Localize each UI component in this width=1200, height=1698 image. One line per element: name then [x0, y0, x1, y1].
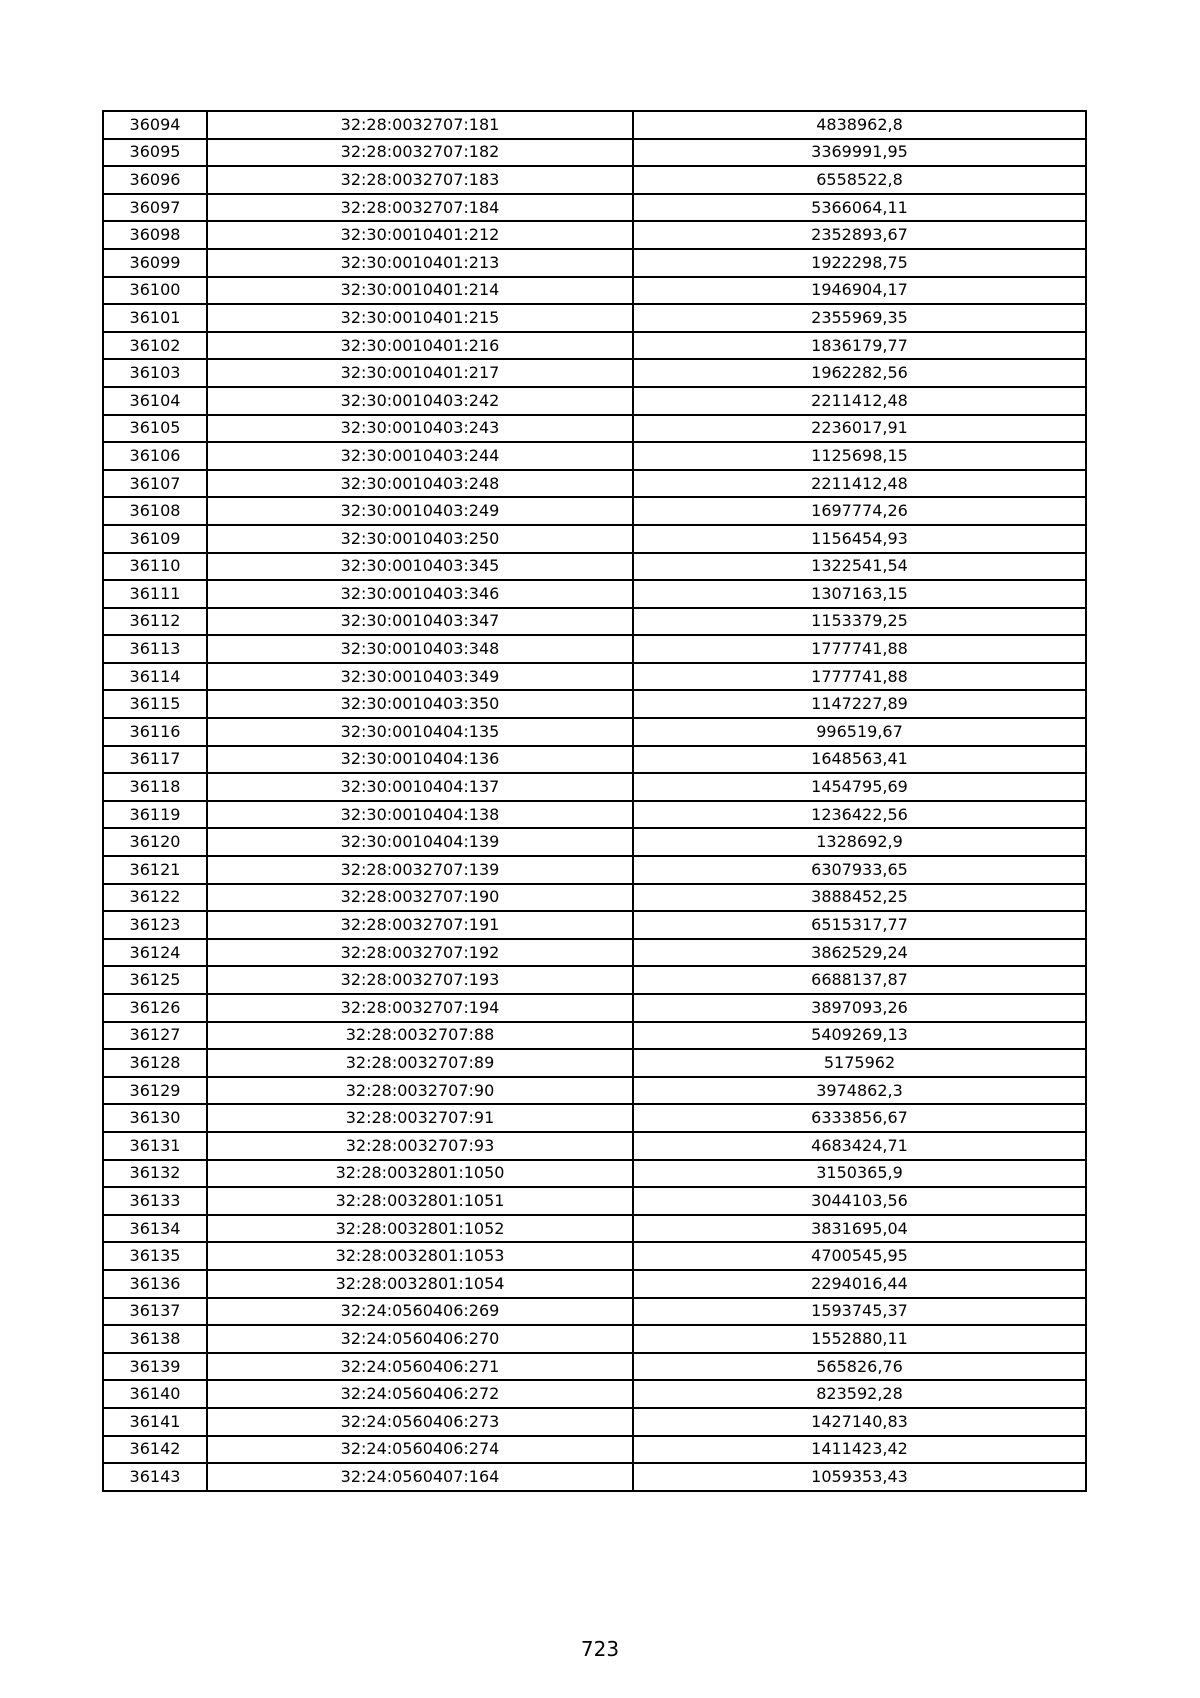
cadastral-value-cell: 1156454,93 — [633, 525, 1086, 553]
row-number-cell: 36108 — [103, 497, 207, 525]
cadastral-value-cell: 1153379,25 — [633, 608, 1086, 636]
table-row — [103, 387, 1086, 415]
cadastral-number-cell: 32:28:0032707:194 — [207, 994, 633, 1022]
cadastral-number-cell: 32:24:0560406:270 — [207, 1325, 633, 1353]
cadastral-value-cell: 2211412,48 — [633, 470, 1086, 498]
table-body — [103, 111, 1086, 1491]
cadastral-value-cell: 1328692,9 — [633, 828, 1086, 856]
row-number-cell: 36135 — [103, 1242, 207, 1270]
cadastral-number-cell: 32:24:0560406:274 — [207, 1436, 633, 1464]
cadastral-number-cell: 32:28:0032801:1051 — [207, 1187, 633, 1215]
table-row — [103, 635, 1086, 663]
row-number-cell: 36096 — [103, 166, 207, 194]
cadastral-value-cell: 3897093,26 — [633, 994, 1086, 1022]
cadastral-number-cell: 32:28:0032707:191 — [207, 911, 633, 939]
row-number-cell: 36122 — [103, 884, 207, 912]
row-number-cell: 36136 — [103, 1270, 207, 1298]
cadastral-value-table — [102, 110, 1087, 1492]
row-number-cell: 36111 — [103, 580, 207, 608]
table-row — [103, 1022, 1086, 1050]
table-row — [103, 442, 1086, 470]
table-row — [103, 773, 1086, 801]
table-row — [103, 939, 1086, 967]
cadastral-number-cell: 32:28:0032707:190 — [207, 884, 633, 912]
cadastral-number-cell: 32:30:0010401:212 — [207, 221, 633, 249]
cadastral-value-cell: 1059353,43 — [633, 1463, 1086, 1491]
cadastral-value-cell: 6688137,87 — [633, 966, 1086, 994]
row-number-cell: 36098 — [103, 221, 207, 249]
cadastral-value-cell: 1593745,37 — [633, 1298, 1086, 1326]
cadastral-value-cell: 3974862,3 — [633, 1077, 1086, 1105]
table-row — [103, 663, 1086, 691]
row-number-cell: 36109 — [103, 525, 207, 553]
cadastral-number-cell: 32:30:0010403:242 — [207, 387, 633, 415]
cadastral-value-cell: 3044103,56 — [633, 1187, 1086, 1215]
cadastral-number-cell: 32:28:0032707:139 — [207, 856, 633, 884]
row-number-cell: 36139 — [103, 1353, 207, 1381]
table-row — [103, 1353, 1086, 1381]
table-row — [103, 497, 1086, 525]
table-row — [103, 884, 1086, 912]
row-number-cell: 36110 — [103, 553, 207, 581]
table-row — [103, 1104, 1086, 1132]
table-row — [103, 1242, 1086, 1270]
cadastral-value-cell: 1125698,15 — [633, 442, 1086, 470]
cadastral-number-cell: 32:30:0010401:216 — [207, 332, 633, 360]
table-row — [103, 1132, 1086, 1160]
cadastral-number-cell: 32:30:0010403:250 — [207, 525, 633, 553]
table-row — [103, 856, 1086, 884]
cadastral-value-cell: 1552880,11 — [633, 1325, 1086, 1353]
cadastral-value-cell: 3369991,95 — [633, 139, 1086, 167]
row-number-cell: 36143 — [103, 1463, 207, 1491]
row-number-cell: 36116 — [103, 718, 207, 746]
cadastral-value-cell: 823592,28 — [633, 1380, 1086, 1408]
row-number-cell: 36112 — [103, 608, 207, 636]
cadastral-number-cell: 32:28:0032801:1053 — [207, 1242, 633, 1270]
cadastral-number-cell: 32:28:0032707:89 — [207, 1049, 633, 1077]
table-row — [103, 194, 1086, 222]
cadastral-value-cell: 4683424,71 — [633, 1132, 1086, 1160]
table-row — [103, 1215, 1086, 1243]
cadastral-number-cell: 32:24:0560406:273 — [207, 1408, 633, 1436]
table-row — [103, 1077, 1086, 1105]
row-number-cell: 36101 — [103, 304, 207, 332]
cadastral-value-cell: 1777741,88 — [633, 663, 1086, 691]
cadastral-value-cell: 3862529,24 — [633, 939, 1086, 967]
cadastral-number-cell: 32:28:0032707:183 — [207, 166, 633, 194]
row-number-cell: 36134 — [103, 1215, 207, 1243]
cadastral-value-cell: 1236422,56 — [633, 801, 1086, 829]
cadastral-value-cell: 1697774,26 — [633, 497, 1086, 525]
cadastral-value-cell: 1648563,41 — [633, 746, 1086, 774]
cadastral-value-cell: 565826,76 — [633, 1353, 1086, 1381]
table-row — [103, 911, 1086, 939]
cadastral-number-cell: 32:30:0010403:248 — [207, 470, 633, 498]
cadastral-number-cell: 32:30:0010403:348 — [207, 635, 633, 663]
cadastral-value-cell: 3150365,9 — [633, 1160, 1086, 1188]
cadastral-value-cell: 1454795,69 — [633, 773, 1086, 801]
table-row — [103, 608, 1086, 636]
cadastral-value-cell: 1307163,15 — [633, 580, 1086, 608]
cadastral-number-cell: 32:30:0010403:345 — [207, 553, 633, 581]
cadastral-number-cell: 32:24:0560406:272 — [207, 1380, 633, 1408]
table-row — [103, 690, 1086, 718]
cadastral-number-cell: 32:28:0032707:192 — [207, 939, 633, 967]
cadastral-value-cell: 1962282,56 — [633, 359, 1086, 387]
cadastral-value-cell: 6558522,8 — [633, 166, 1086, 194]
row-number-cell: 36132 — [103, 1160, 207, 1188]
cadastral-value-cell: 1836179,77 — [633, 332, 1086, 360]
cadastral-number-cell: 32:28:0032707:93 — [207, 1132, 633, 1160]
cadastral-value-cell: 6333856,67 — [633, 1104, 1086, 1132]
cadastral-number-cell: 32:28:0032707:182 — [207, 139, 633, 167]
page-number: 723 — [580, 1637, 620, 1661]
cadastral-value-cell: 1427140,83 — [633, 1408, 1086, 1436]
cadastral-value-cell: 3888452,25 — [633, 884, 1086, 912]
table-row — [103, 966, 1086, 994]
table-row — [103, 1408, 1086, 1436]
row-number-cell: 36128 — [103, 1049, 207, 1077]
table-row — [103, 1298, 1086, 1326]
row-number-cell: 36118 — [103, 773, 207, 801]
table-row — [103, 332, 1086, 360]
cadastral-number-cell: 32:30:0010401:213 — [207, 249, 633, 277]
row-number-cell: 36117 — [103, 746, 207, 774]
cadastral-number-cell: 32:30:0010403:349 — [207, 663, 633, 691]
cadastral-value-cell: 2355969,35 — [633, 304, 1086, 332]
row-number-cell: 36129 — [103, 1077, 207, 1105]
row-number-cell: 36130 — [103, 1104, 207, 1132]
table-row — [103, 580, 1086, 608]
cadastral-number-cell: 32:28:0032801:1054 — [207, 1270, 633, 1298]
table-row — [103, 1436, 1086, 1464]
cadastral-number-cell: 32:30:0010403:346 — [207, 580, 633, 608]
cadastral-value-cell: 5175962 — [633, 1049, 1086, 1077]
cadastral-number-cell: 32:24:0560406:269 — [207, 1298, 633, 1326]
cadastral-value-cell: 3831695,04 — [633, 1215, 1086, 1243]
cadastral-number-cell: 32:30:0010404:136 — [207, 746, 633, 774]
cadastral-value-cell: 5409269,13 — [633, 1022, 1086, 1050]
cadastral-number-cell: 32:28:0032707:184 — [207, 194, 633, 222]
row-number-cell: 36103 — [103, 359, 207, 387]
table-row — [103, 1325, 1086, 1353]
cadastral-number-cell: 32:30:0010404:138 — [207, 801, 633, 829]
cadastral-value-cell: 6307933,65 — [633, 856, 1086, 884]
row-number-cell: 36123 — [103, 911, 207, 939]
row-number-cell: 36097 — [103, 194, 207, 222]
cadastral-value-cell: 1147227,89 — [633, 690, 1086, 718]
table-row — [103, 359, 1086, 387]
cadastral-number-cell: 32:28:0032707:181 — [207, 111, 633, 139]
row-number-cell: 36127 — [103, 1022, 207, 1050]
row-number-cell: 36099 — [103, 249, 207, 277]
cadastral-number-cell: 32:30:0010403:249 — [207, 497, 633, 525]
table-row — [103, 1380, 1086, 1408]
row-number-cell: 36140 — [103, 1380, 207, 1408]
table-row — [103, 525, 1086, 553]
cadastral-value-cell: 2211412,48 — [633, 387, 1086, 415]
table-row — [103, 111, 1086, 139]
table-row — [103, 746, 1086, 774]
cadastral-number-cell: 32:28:0032707:88 — [207, 1022, 633, 1050]
cadastral-number-cell: 32:28:0032707:193 — [207, 966, 633, 994]
row-number-cell: 36131 — [103, 1132, 207, 1160]
cadastral-value-cell: 5366064,11 — [633, 194, 1086, 222]
cadastral-value-cell: 1946904,17 — [633, 277, 1086, 305]
cadastral-number-cell: 32:30:0010404:137 — [207, 773, 633, 801]
table-row — [103, 828, 1086, 856]
cadastral-number-cell: 32:28:0032801:1052 — [207, 1215, 633, 1243]
cadastral-number-cell: 32:30:0010404:135 — [207, 718, 633, 746]
row-number-cell: 36124 — [103, 939, 207, 967]
cadastral-value-cell: 2352893,67 — [633, 221, 1086, 249]
cadastral-number-cell: 32:28:0032707:90 — [207, 1077, 633, 1105]
row-number-cell: 36094 — [103, 111, 207, 139]
table-row — [103, 139, 1086, 167]
table-row — [103, 1463, 1086, 1491]
cadastral-number-cell: 32:30:0010401:214 — [207, 277, 633, 305]
row-number-cell: 36100 — [103, 277, 207, 305]
row-number-cell: 36126 — [103, 994, 207, 1022]
table-row — [103, 553, 1086, 581]
row-number-cell: 36095 — [103, 139, 207, 167]
row-number-cell: 36115 — [103, 690, 207, 718]
row-number-cell: 36133 — [103, 1187, 207, 1215]
table-row — [103, 1270, 1086, 1298]
row-number-cell: 36107 — [103, 470, 207, 498]
row-number-cell: 36137 — [103, 1298, 207, 1326]
row-number-cell: 36106 — [103, 442, 207, 470]
table-row — [103, 277, 1086, 305]
table-row — [103, 470, 1086, 498]
table-row — [103, 1160, 1086, 1188]
cadastral-number-cell: 32:28:0032801:1050 — [207, 1160, 633, 1188]
cadastral-number-cell: 32:30:0010401:217 — [207, 359, 633, 387]
table-row — [103, 221, 1086, 249]
cadastral-number-cell: 32:28:0032707:91 — [207, 1104, 633, 1132]
cadastral-value-cell: 2294016,44 — [633, 1270, 1086, 1298]
cadastral-number-cell: 32:30:0010403:243 — [207, 415, 633, 443]
table-row — [103, 166, 1086, 194]
cadastral-value-cell: 4700545,95 — [633, 1242, 1086, 1270]
table-row — [103, 249, 1086, 277]
cadastral-number-cell: 32:24:0560407:164 — [207, 1463, 633, 1491]
cadastral-number-cell: 32:30:0010404:139 — [207, 828, 633, 856]
row-number-cell: 36102 — [103, 332, 207, 360]
row-number-cell: 36141 — [103, 1408, 207, 1436]
cadastral-number-cell: 32:30:0010403:347 — [207, 608, 633, 636]
row-number-cell: 36114 — [103, 663, 207, 691]
table-row — [103, 1049, 1086, 1077]
table-row — [103, 415, 1086, 443]
table-row — [103, 994, 1086, 1022]
cadastral-value-cell: 1777741,88 — [633, 635, 1086, 663]
row-number-cell: 36119 — [103, 801, 207, 829]
table-row — [103, 1187, 1086, 1215]
row-number-cell: 36113 — [103, 635, 207, 663]
cadastral-value-cell: 1411423,42 — [633, 1436, 1086, 1464]
row-number-cell: 36142 — [103, 1436, 207, 1464]
row-number-cell: 36138 — [103, 1325, 207, 1353]
cadastral-number-cell: 32:30:0010403:350 — [207, 690, 633, 718]
cadastral-number-cell: 32:24:0560406:271 — [207, 1353, 633, 1381]
cadastral-value-cell: 6515317,77 — [633, 911, 1086, 939]
cadastral-value-cell: 1322541,54 — [633, 553, 1086, 581]
cadastral-value-cell: 2236017,91 — [633, 415, 1086, 443]
cadastral-value-cell: 1922298,75 — [633, 249, 1086, 277]
row-number-cell: 36125 — [103, 966, 207, 994]
table-row — [103, 718, 1086, 746]
row-number-cell: 36120 — [103, 828, 207, 856]
cadastral-number-cell: 32:30:0010401:215 — [207, 304, 633, 332]
cadastral-value-cell: 996519,67 — [633, 718, 1086, 746]
cadastral-value-cell: 4838962,8 — [633, 111, 1086, 139]
table-row — [103, 801, 1086, 829]
row-number-cell: 36121 — [103, 856, 207, 884]
table-row — [103, 304, 1086, 332]
row-number-cell: 36105 — [103, 415, 207, 443]
cadastral-number-cell: 32:30:0010403:244 — [207, 442, 633, 470]
row-number-cell: 36104 — [103, 387, 207, 415]
